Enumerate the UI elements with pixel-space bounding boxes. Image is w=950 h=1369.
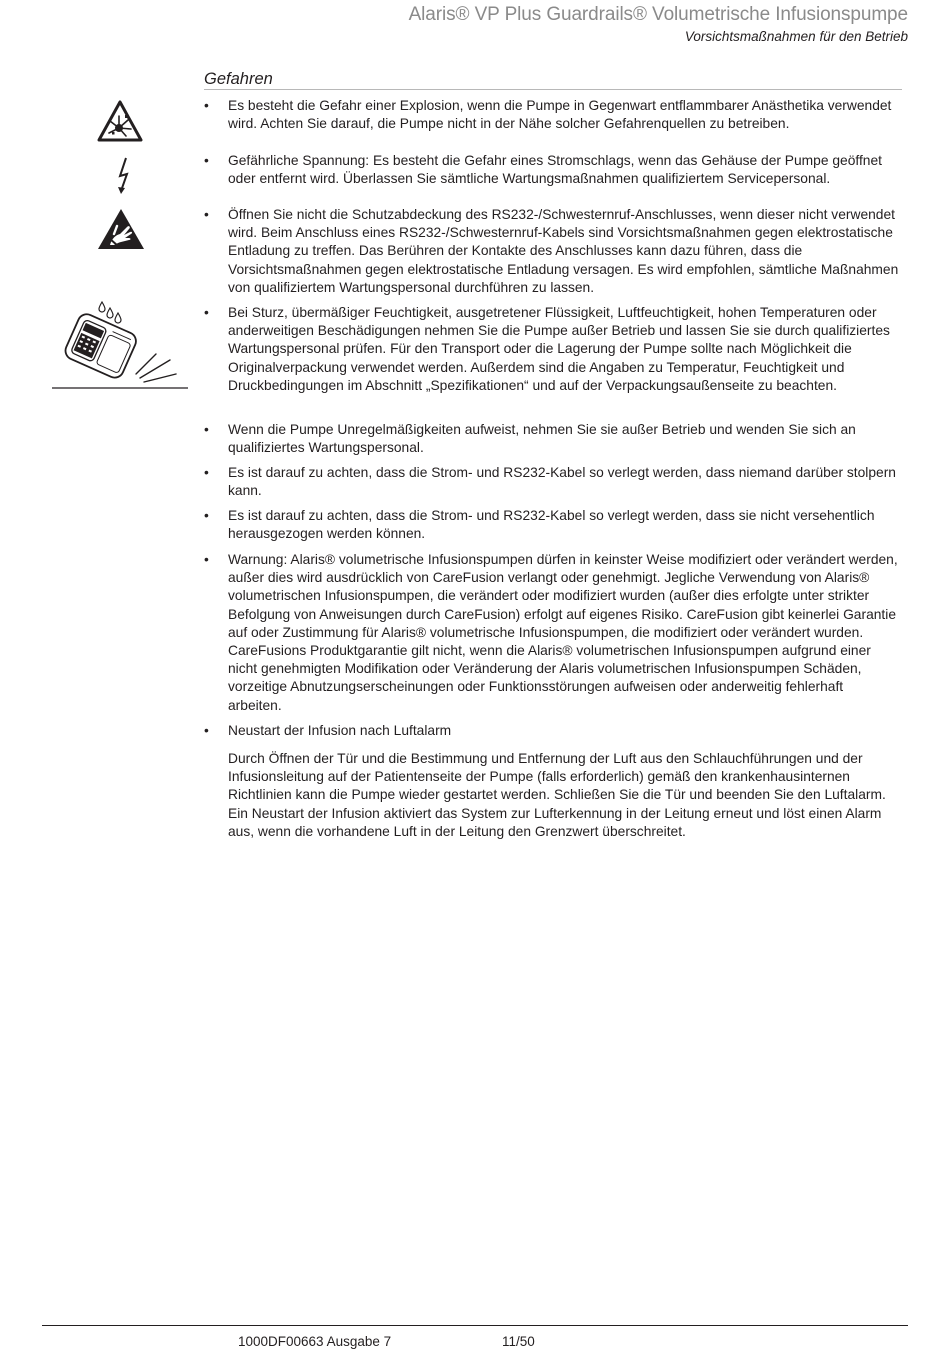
- bullet: •: [204, 552, 209, 567]
- list-item: [204, 464, 900, 500]
- bullet: •: [204, 508, 209, 523]
- page-number: 11/50: [502, 1334, 535, 1349]
- electrostatic-discharge-icon: [96, 207, 146, 256]
- bullet: •: [204, 98, 209, 113]
- explosion-warning-icon: [97, 99, 143, 148]
- bullet: •: [204, 465, 209, 480]
- item-text: Es besteht die Gefahr einer Explosion, wenn die Pumpe in Gegenwart entflammbarer Anästhetika verwendet wird. Achten Sie darauf, die Pumpe nicht in der Nähe solcher Gefahrenquellen zu betreiben.: [228, 98, 892, 132]
- document-title: Alaris® VP Plus Guardrails® Volumetrische Infusionspumpe: [408, 4, 908, 25]
- bullet: •: [204, 153, 209, 168]
- item-text: Es ist darauf zu achten, dass die Strom- und RS232-Kabel so verlegt werden, dass niemand darüber stolpern kann.: [228, 465, 896, 499]
- item-text: Es ist darauf zu achten, dass die Strom- und RS232-Kabel so verlegt werden, dass sie nicht versehentlich herausgezogen werden können.: [228, 508, 875, 542]
- bullet: •: [204, 422, 209, 437]
- section-divider: [204, 89, 902, 90]
- section-heading: Gefahren: [204, 70, 273, 88]
- footer-divider: [42, 1325, 908, 1326]
- bullet: •: [204, 723, 209, 738]
- item-text: Warnung: Alaris® volumetrische Infusionspumpen dürfen in keinster Weise modifiziert oder verändert werden, außer dies wird ausdrücklich von CareFusion verlangt oder genehmigt. Jegliche Verwendung von Alaris® volumetrischen Infusionspumpen, die verändert oder modifiziert wurden (außer dies erfolgte unter strikter Befolgung von Anweisungen durch CareFusion) erfolgt auf eigenes Risiko. CareFusion gibt keinerlei Garantie auf oder Zustimmung für Alaris® volumetrische Infusionspumpen, die modifiziert oder verändert wurden. CareFusions Produktgarantie gilt nicht, wenn die Alaris® volumetrischen Infusionspumpen aufgrund einer nicht genehmigten Modifikation oder Veränderung der Alaris volumetrischen Infusionspumpen Schäden, vorzeitige Abnutzungserscheinungen oder Funktionsstörungen aufweisen oder anderweitig fehlerhaft arbeiten.: [228, 552, 898, 713]
- list-item: [204, 304, 900, 395]
- document-number: 1000DF00663 Ausgabe 7: [238, 1334, 392, 1349]
- item-text: Öffnen Sie nicht die Schutzabdeckung des RS232-/Schwesternruf-Anschlusses, wenn dieser nicht verwendet wird. Beim Anschluss eines RS232-/Schwesternruf-Kabels sind Vorsichtsmaßnahmen gegen elektrostatische Entladung zu treffen. Das Berühren der Kontakte des Anschlusses kann dazu führen, dass die Vorsichtsmaßnahmen gegen elektrostatische Entladung versagen. Es wird empfohlen, sämtliche Maßnahmen von qualifiziertem Wartungspersonal durchführen zu lassen.: [228, 207, 899, 295]
- list-item: [204, 152, 900, 188]
- item-text: Gefährliche Spannung: Es besteht die Gefahr eines Stromschlags, wenn das Gehäuse der Pumpe geöffnet oder entfernt wird. Überlassen Sie sämtliche Wartungsmaßnahmen qualifiziertem Servicepersonal.: [228, 153, 882, 187]
- item-text: Bei Sturz, übermäßiger Feuchtigkeit, ausgetretener Flüssigkeit, Luftfeuchtigkeit, hohen Temperaturen oder anderweitigen Beschädigungen nehmen Sie die Pumpe außer Betrieb und lassen Sie sie durch qualifiziertes Wartungspersonal prüfen. Für den Transport oder die Lagerung der Pumpe sollte nach Möglichkeit die Originalverpackung verwendet werden. Außerdem sind die Angaben zu Temperatur, Feuchtigkeit und Druckbedingungen im Abschnitt „Spezifikationen“ und auf der Verpackungsaußenseite zu beachten.: [228, 305, 890, 393]
- item-text: Neustart der Infusion nach Luftalarm: [228, 723, 452, 738]
- list-item: [204, 421, 900, 457]
- bullet: •: [204, 305, 209, 320]
- list-item: [204, 97, 900, 133]
- restart-paragraph: Durch Öffnen der Tür und die Bestimmung und Entfernung der Luft aus den Schlauchführungen und der Infusionsleitung auf der Patientenseite der Pumpe (falls erforderlich) gemäß den krankenhausinternen Richtlinien kann die Pumpe wieder gestartet werden. Schließen Sie die Tür und beenden Sie den Luftalarm. Ein Neustart der Infusion aktiviert das System zur Lufterkennung in der Leitung erneut und löst einen Alarm aus, wenn die vorhandene Luft in der Leitung den Grenzwert überschreitet.: [228, 751, 886, 839]
- item-text: Wenn die Pumpe Unregelmäßigkeiten aufweist, nehmen Sie sie außer Betrieb und wenden Sie sich an qualifiziertes Wartungspersonal.: [228, 422, 856, 456]
- dropped-pump-icon: [52, 298, 188, 397]
- bullet: •: [204, 207, 209, 222]
- list-item: [204, 722, 900, 740]
- list-item: [204, 551, 900, 715]
- list-item: [204, 206, 900, 297]
- list-item: [204, 507, 900, 543]
- high-voltage-icon: [115, 156, 133, 201]
- section-subtitle: Vorsichtsmaßnahmen für den Betrieb: [684, 29, 908, 44]
